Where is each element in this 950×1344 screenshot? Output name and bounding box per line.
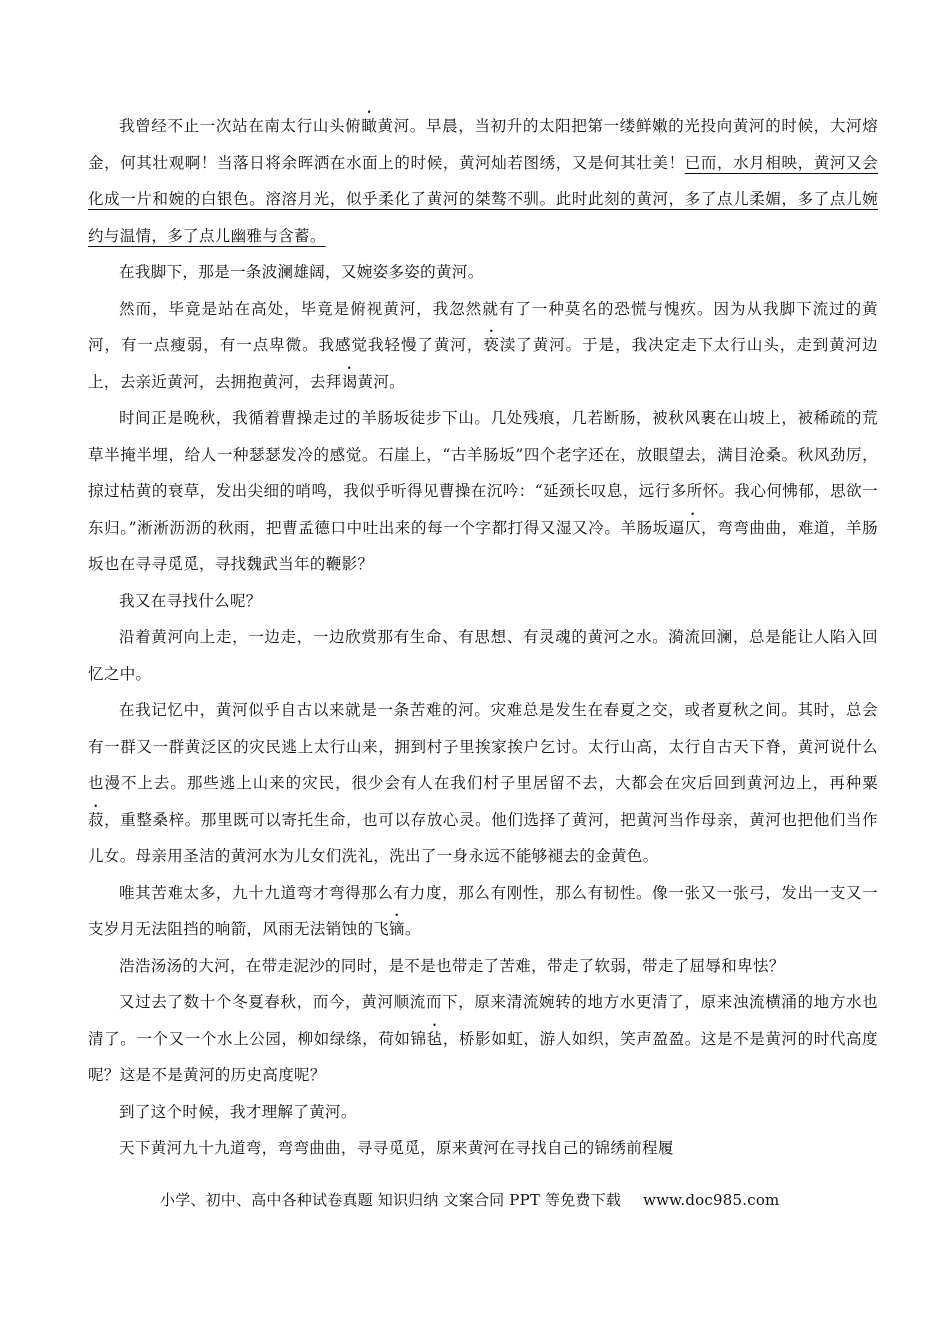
emphasized-char: 毡 [426,1029,443,1048]
text-segment: 我又在寻找什么呢？ [119,591,262,610]
paragraph [88,984,878,1094]
text-segment: 天下黄河九十九道弯，弯弯曲曲，寻寻觅觅，原来黄河在寻找自己的锦绣前程履 [119,1139,674,1157]
text-segment: 渎了黄河。于是，我决定走下太行山头，走到黄河边上，去亲近黄河，去拥抱黄河，去拜 [88,336,879,391]
text-segment: 黄河。 [357,372,406,391]
emphasized-char: 瞰 [361,117,378,135]
text-segment: 唯其苦难太多，九十九道弯才弯得那么有力度，那么有刚性，那么有韧性。像一张又一张弓，发出一支又一支岁月无法阻挡的响箭，风雨无法销蚀的飞 [88,883,878,938]
text-segment: ，弯弯曲曲，难道，羊肠坂也在寻寻觅觅，寻找魏武当年的鞭影？ [88,518,878,573]
paragraph [88,619,878,692]
emphasized-char: 镝 [389,920,406,938]
emphasized-char: 仄 [684,518,702,537]
paragraph [88,583,878,620]
text-segment: 浩浩汤汤的大河，在带走泥沙的同时，是不是也带走了苦难，带走了软弱，带走了屈辱和卑怯？ [119,956,785,975]
emphasized-char: 亵 [483,336,500,354]
emphasized-char: 菽 [88,810,105,829]
article-body [88,108,878,1167]
text-segment: 在我脚下，那是一条波澜雄阔，又婉姿多姿的黄河。 [119,263,484,281]
text-segment: ，桥影如虹，游人如织，笑声盈盈。这是不是黄河的时代高度呢？这是不是黄河的历史高度呢？ [88,1029,878,1084]
underlined-passage: 已而，水月相映，黄河又会化成一片和婉的白银色。溶溶月光，似乎柔化了黄河的桀骜不驯。此时此刻的黄河，多了点儿柔媚，多了点儿婉约与温情，多了点儿幽雅与含蓄。 [88,153,879,245]
emphasized-char: 谒 [341,372,358,391]
text-segment: ，重整桑梓。那里既可以寄托生命，也可以存放心灵。他们选择了黄河，把黄河当作母亲，黄河也把他们当作儿女。母亲用圣洁的黄河水为儿女们洗礼，洗出了一身永远不能够褪去的金黄色。 [88,810,878,865]
text-segment: 我曾经不止一次站在南太行山头俯 [119,117,362,135]
paragraph [88,254,878,291]
paragraph [88,692,878,875]
paragraph [88,291,878,401]
text-segment: 黄河。早晨，当初升的太阳把第一缕鲜嫩的光投向黄河的时候，大河熔金，何其壮观啊！当落日将余晖洒在水面上的时候，黄河灿若图绣，又是何其壮美！ [88,117,878,172]
text-segment: 到了这个时候，我才理解了黄河。 [119,1102,357,1121]
text-segment: 时间正是晚秋，我循着曹操走过的羊肠坂徒步下山。几处残痕，几若断肠，被秋风裹在山坡上，被稀疏的荒草半掩半埋，给人一种瑟瑟发冷的感觉。石崖上，“古羊肠坂”四个老字还在，放眼望去，满目沧桑。秋风劲厉，掠过枯黄的衰草，发出尖细的哨鸣，我似乎听得见曹操在沉吟：“延颈长叹息，远行多所怀。我心何怫郁，思欲一东归。”淅淅沥沥的秋雨，把曹孟德口中吐出来的每一个字都打得又湿又冷。羊肠坂逼 [88,409,878,537]
text-segment: 然而，毕竟是站在高处，毕竟是俯视黄河，我忽然就有了一种莫名的恐慌与愧疚。因为从我脚下流过的黄河，有一点瘦弱，有一点卑微。我感觉我轻慢了黄河， [88,299,878,354]
paragraph [88,875,878,948]
text-segment: 。 [405,920,421,938]
paragraph [88,400,878,583]
paragraph [88,1094,878,1131]
paragraph [88,108,878,254]
text-segment: 沿着黄河向上走，一边走，一边欣赏那有生命、有思想、有灵魂的黄河之水。漪流回澜，总是能让人陷入回忆之中。 [88,628,878,683]
paragraph [88,948,878,985]
footer-text: 小学、初中、高中各种试卷真题 知识归纳 文案合同 PPT 等免费下载 [160,1191,622,1209]
text-segment: 在我记忆中，黄河似乎自古以来就是一条苦难的河。灾难总是发生在春夏之交，或者夏秋之间。其时，总会有一群又一群黄泛区的灾民逃上太行山来，拥到村子里挨家挨户乞讨。太行山高，太行自古天下脊，黄河说什么也漫不上去。那些逃上山来的灾民，很少会有人在我们村子里居留不去，大都会在灾后回到黄河边上，再种粟 [88,701,878,792]
footer-banner [160,1189,800,1210]
paragraph [88,1130,878,1167]
footer-site-link[interactable]: www.doc985.com [643,1191,780,1209]
text-segment: 又过去了数十个冬夏春秋，而今，黄河顺流而下，原来清流婉转的地方水更清了，原来浊流横涌的地方水也清了。一个又一个水上公园，柳如绿绦，荷如锦 [88,993,878,1048]
